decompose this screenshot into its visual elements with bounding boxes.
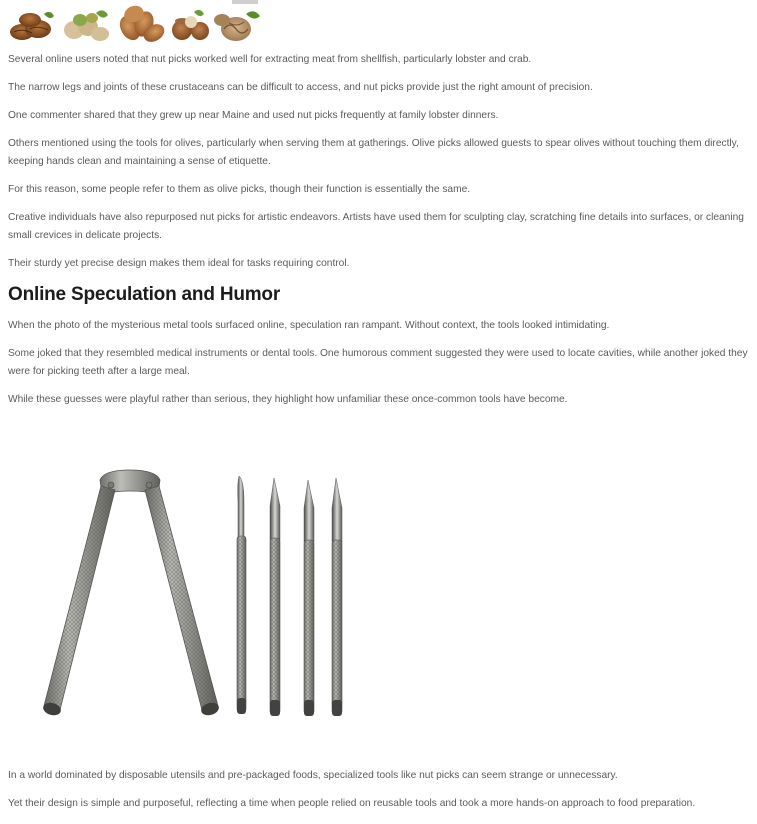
paragraph-design: Their sturdy yet precise design makes them ideal for tasks requiring control. [8,258,350,269]
nuts-image [8,0,264,44]
nut-pick-3 [304,480,314,716]
paragraph-reusable: Yet their design is simple and purposeful, reflecting a time when people relied on reusable tools and took a more hands-on approach to food preparation. [8,798,696,809]
paragraph-guesses: While these guesses were playful rather than serious, they highlight how unfamiliar these once-common tools have become. [8,394,568,405]
pistachio-group [64,10,109,41]
paragraph-maine: One commenter shared that they grew up near Maine and used nut picks frequently at family lobster dinners. [8,110,499,121]
paragraph-olive-picks: For this reason, some people refer to them as olive picks, though their function is essentially the same. [8,184,471,195]
hazelnut-group [172,10,209,40]
walnut-group [214,0,260,41]
section-heading: Online Speculation and Humor [8,284,281,305]
nutcracker-and-picks-image [8,428,398,758]
nut-pick-4 [332,478,342,716]
nut-pick-1 [237,476,246,714]
pecan-group [10,12,54,40]
paragraph-speculation: When the photo of the mysterious metal tools surfaced online, speculation ran rampant. Without context, the tools looked intimidating. [8,320,610,331]
nutcracker [42,470,220,717]
paragraph-olives: Others mentioned using the tools for olives, particularly when serving them at gatherings. Olive picks allowed guests to spear olives without touching them directly, keeping hands clean and maintaining a sense of etiquette. [8,138,739,167]
paragraph-jokes: Some joked that they resembled medical instruments or dental tools. One humorous comment suggested they were used to locate cavities, while another joked they were for picking teeth after a large meal. [8,348,748,377]
nut-pick-2 [270,478,280,716]
almond-group [116,3,168,44]
paragraph-disposable: In a world dominated by disposable utensils and pre-packaged foods, specialized tools like nut picks can seem strange or unnecessary. [8,770,618,781]
paragraph-crustaceans: The narrow legs and joints of these crustaceans can be difficult to access, and nut picks provide just the right amount of precision. [8,82,593,93]
paragraph-shellfish: Several online users noted that nut picks worked well for extracting meat from shellfish, particularly lobster and crab. [8,54,532,65]
paragraph-artistic: Creative individuals have also repurposed nut picks for artistic endeavors. Artists have used them for sculpting clay, scratching fine details into surfaces, or cleaning small crevices in delicate projects. [8,212,744,241]
